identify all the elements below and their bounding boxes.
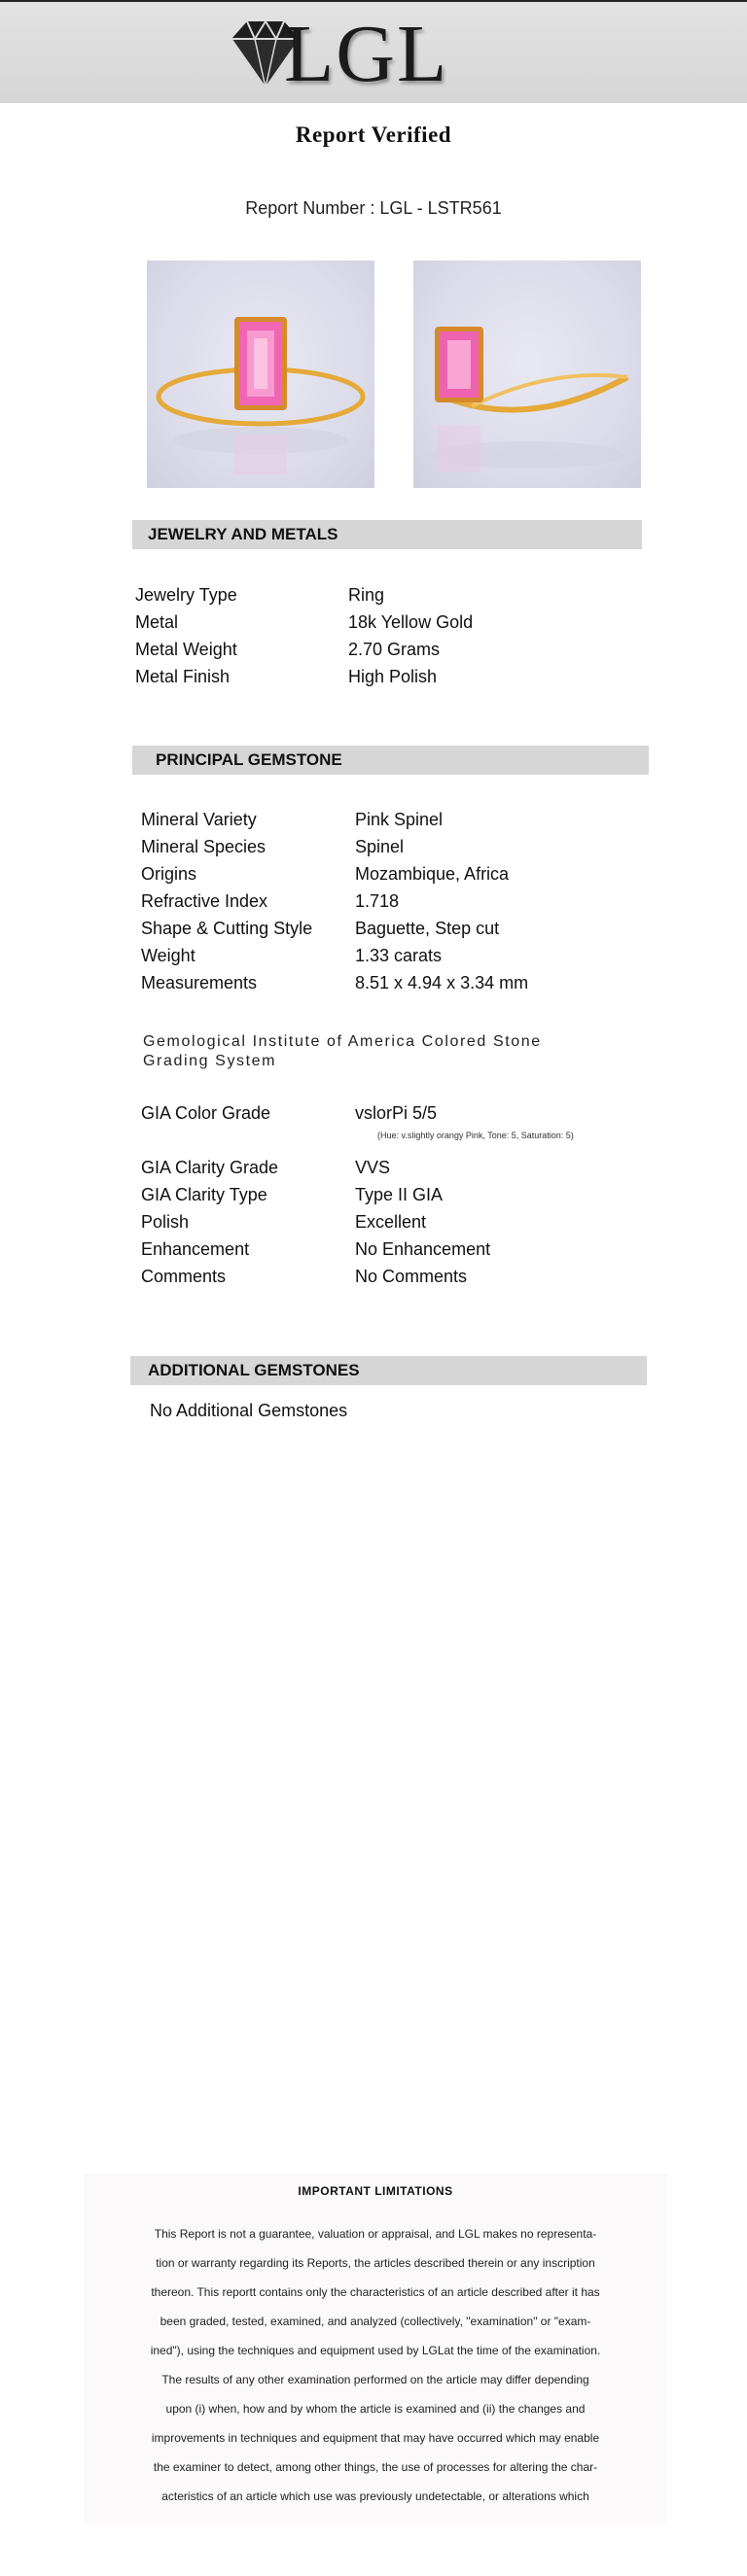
gem-label: Measurements	[141, 973, 258, 992]
jewelry-label: Metal Finish	[135, 667, 231, 686]
jewelry-label: Metal Weight	[135, 640, 237, 659]
gem-value: Type II GIA	[355, 1185, 444, 1204]
limitations-line: The results of any other examination performed on the article may differ depending	[161, 2373, 589, 2386]
gem-label: Enhancement	[141, 1239, 250, 1259]
limitations-line: upon (i) when, how and by whom the article is examined and (ii) the changes and	[165, 2402, 586, 2416]
page-title: Report Verified	[295, 122, 452, 147]
gem-value: 1.33 carats	[355, 946, 443, 965]
gem-label: GIA Clarity Grade	[141, 1158, 279, 1177]
gem-value: Pink Spinel	[355, 810, 444, 829]
gem-label: Shape & Cutting Style	[141, 919, 313, 938]
jewelry-label: Jewelry Type	[135, 585, 237, 605]
important-limitations	[84, 2174, 667, 2525]
gem-value: 1.718	[355, 891, 400, 911]
limitations-line: been graded, tested, examined, and analyzed (collectively, "examination" or "exam-	[160, 2315, 591, 2328]
limitations-line: acteristics of an article which use was previously undetectable, or alterations which	[161, 2489, 589, 2503]
gem-value: VVS	[355, 1158, 391, 1177]
jewelry-value: 18k Yellow Gold	[348, 612, 474, 632]
gem-value: Baguette, Step cut	[355, 919, 500, 938]
limitations-title: IMPORTANT LIMITATIONS	[298, 2184, 453, 2198]
grading-system-title: Gemological Institute of America Colored Stone Grading System	[143, 1033, 542, 1069]
gem-label: Comments	[141, 1267, 227, 1286]
limitations-line: improvements in techniques and equipment that may have occurred which may enable	[151, 2431, 600, 2445]
section-title: ADDITIONAL GEMSTONES	[148, 1361, 360, 1379]
limitations-line: ined"), using the techniques and equipment used by LGLat the time of the examination.	[150, 2344, 601, 2357]
gia-color-grade-value: vslorPi 5/5	[355, 1103, 438, 1123]
gia-color-grade-label: GIA Color Grade	[141, 1103, 271, 1123]
logo-text: LGL	[284, 9, 449, 99]
jewelry-label: Metal	[135, 612, 179, 632]
jewelry-value: Ring	[348, 585, 385, 605]
gem-value: Excellent	[355, 1212, 427, 1232]
section-title: PRINCIPAL GEMSTONE	[156, 750, 342, 769]
limitations-line: the examiner to detect, among other things, the use of processes for altering the char-	[153, 2460, 598, 2474]
lgl-logo[interactable]	[226, 9, 488, 99]
gem-label: Weight	[141, 946, 196, 965]
gem-label: GIA Clarity Type	[141, 1185, 267, 1204]
site-header	[0, 2, 747, 103]
gem-label: Mineral Variety	[141, 810, 257, 829]
section-principal-gemstone	[132, 746, 649, 775]
ring-side-photo	[413, 261, 641, 488]
report-number: Report Number : LGL - LSTR561	[245, 198, 502, 218]
gem-label: Refractive Index	[141, 891, 268, 911]
gem-value: Spinel	[355, 837, 405, 856]
ring-front-photo	[147, 261, 374, 488]
gem-label: Mineral Species	[141, 837, 267, 856]
section-jewelry-metals	[132, 520, 642, 549]
gem-value: 8.51 x 4.94 x 3.34 mm	[355, 973, 529, 992]
limitations-line: thereon. This reportt contains only the characteristics of an article described after it has	[151, 2285, 600, 2299]
gem-label: Polish	[141, 1212, 190, 1232]
section-additional-gemstones	[130, 1356, 647, 1385]
limitations-line: tion or warranty regarding its Reports, the articles described therein or any inscription	[156, 2256, 595, 2270]
limitations-line: This Report is not a guarantee, valuation or appraisal, and LGL makes no representa-	[154, 2227, 597, 2241]
jewelry-value: High Polish	[348, 667, 438, 686]
gem-value: No Comments	[355, 1267, 468, 1286]
gem-value: Mozambique, Africa	[355, 864, 510, 884]
jewelry-value: 2.70 Grams	[348, 640, 441, 659]
color-grade-note: (Hue: v.slightly orangy Pink, Tone: 5, Saturation: 5)	[377, 1131, 574, 1140]
section-title: JEWELRY AND METALS	[148, 525, 338, 543]
gem-value: No Enhancement	[355, 1239, 491, 1259]
additional-gemstones-text: No Additional Gemstones	[150, 1401, 348, 1420]
gem-label: Origins	[141, 864, 197, 884]
